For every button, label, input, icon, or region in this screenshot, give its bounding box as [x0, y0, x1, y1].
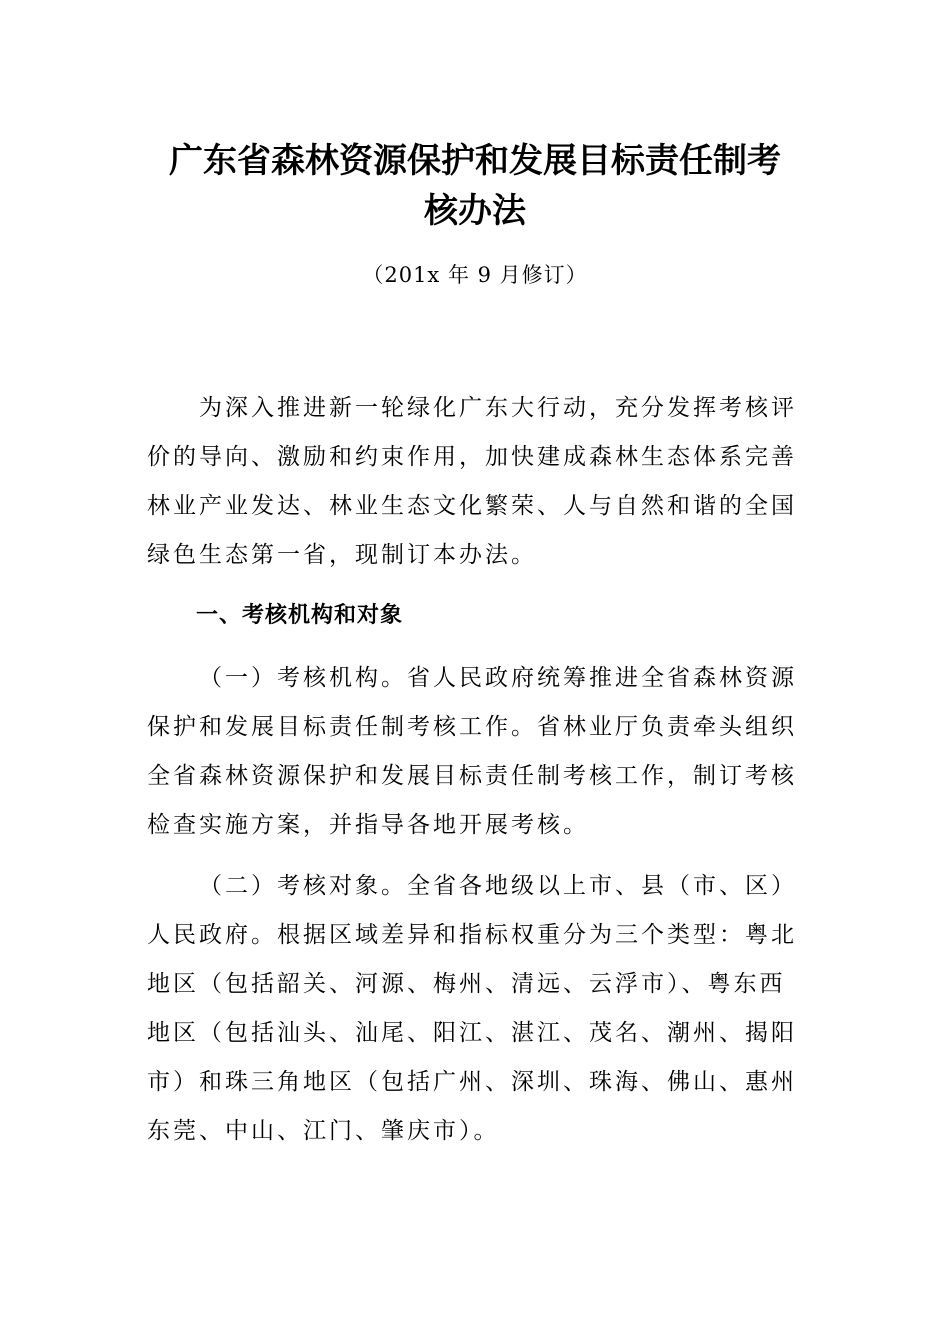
paragraph-line: 为深入推进新一轮绿化广东大行动，充分发挥考核评	[199, 395, 797, 421]
paragraph-line: 人民政府。根据区域差异和指标权重分为三个类型：粤北	[147, 922, 797, 948]
paragraph-line: 东莞、中山、江门、肇庆市）。	[147, 1118, 500, 1144]
item-2-paragraph	[147, 862, 807, 1156]
revision-date: （201x 年 9 月修订）	[362, 263, 588, 287]
paragraph-line: 绿色生态第一省，现制订本办法。	[147, 542, 537, 568]
paragraph-line: 地区（包括韶关、河源、梅州、清远、云浮市）、粤东西	[147, 971, 786, 997]
paragraph-line: 林业产业发达、林业生态文化繁荣、人与自然和谐的全国	[147, 493, 797, 519]
paragraph-line: （一）考核机构。省人民政府统筹推进全省森林资源	[199, 665, 797, 691]
section-heading: 一、考核机构和对象	[196, 603, 404, 628]
paragraph-line: 地区（包括汕头、汕尾、阳江、湛江、茂名、潮州、揭阳	[147, 1020, 797, 1046]
document-title-line-2: 核办法	[424, 191, 526, 231]
document-title-line-1: 广东省森林资源保护和发展目标责任制考	[169, 141, 781, 181]
intro-paragraph	[147, 384, 807, 580]
paragraph-line: 全省森林资源保护和发展目标责任制考核工作，制订考核	[147, 763, 797, 789]
paragraph-line: 检查实施方案，并指导各地开展考核。	[147, 812, 589, 838]
item-1-paragraph	[147, 654, 807, 850]
paragraph-line: 保护和发展目标责任制考核工作。省林业厅负责牵头组织	[147, 714, 797, 740]
paragraph-line: 市）和珠三角地区（包括广州、深圳、珠海、佛山、惠州	[147, 1069, 797, 1095]
paragraph-line: 价的导向、激励和约束作用，加快建成森林生态体系完善	[147, 444, 797, 470]
paragraph-line: （二）考核对象。全省各地级以上市、县（市、区）	[199, 873, 797, 899]
